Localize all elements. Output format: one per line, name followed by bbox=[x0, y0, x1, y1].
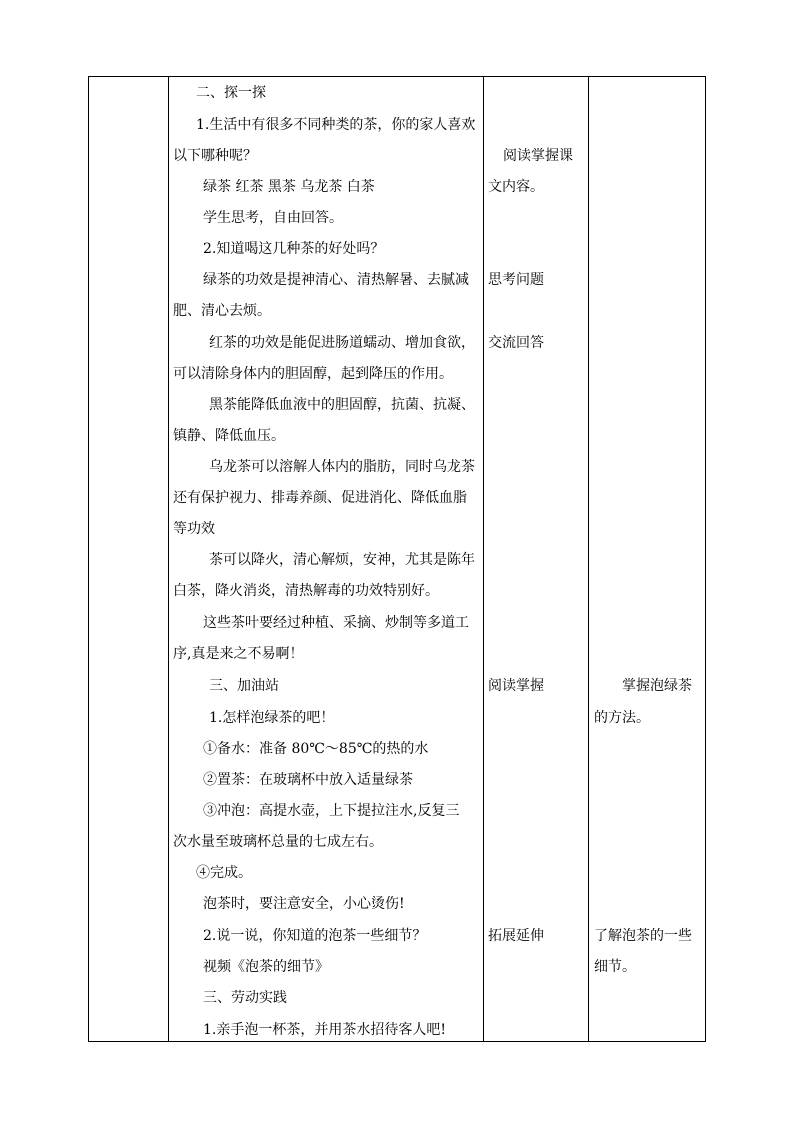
intent-line: 了解泡茶的一些 bbox=[594, 928, 692, 944]
content-line: 肥、清心去烦。 bbox=[173, 303, 271, 319]
content-line: 这些茶叶要经过种植、采摘、炒制等多道工 bbox=[203, 615, 469, 631]
content-line: 2.知道喝这几种茶的好处吗？ bbox=[203, 241, 385, 257]
content-line: 茶可以降火，清心解烦，安神，尤其是陈年 bbox=[209, 552, 475, 568]
column-divider-1 bbox=[168, 77, 169, 1041]
content-line: 序,真是来之不易啊！ bbox=[173, 646, 304, 662]
content-line: 乌龙茶可以溶解人体内的脂肪，同时乌龙茶 bbox=[209, 459, 475, 475]
content-line: 二、探一探 bbox=[196, 85, 266, 101]
column-divider-2 bbox=[483, 77, 484, 1041]
content-line: 等功效 bbox=[173, 521, 215, 537]
activity-line: 阅读掌握 bbox=[488, 678, 544, 694]
content-line: ②置茶：在玻璃杯中放入适量绿茶 bbox=[203, 772, 413, 788]
content-line: 绿茶 红茶 黑茶 乌龙茶 白茶 bbox=[203, 179, 375, 195]
content-line: 绿茶的功效是提神清心、清热解暑、去腻减 bbox=[203, 272, 469, 288]
content-line: 次水量至玻璃杯总量的七成左右。 bbox=[173, 834, 383, 850]
intent-line: 掌握泡绿茶 bbox=[622, 678, 692, 694]
content-line: 黑茶能降低血液中的胆固醇，抗菌、抗凝、 bbox=[209, 397, 475, 413]
content-line: 三、加油站 bbox=[209, 678, 279, 694]
content-line: 白茶，降火消炎，清热解毒的功效特别好。 bbox=[173, 583, 439, 599]
intent-line: 的方法。 bbox=[594, 710, 650, 726]
content-line: ①备水：准备 80℃～85℃的热的水 bbox=[203, 741, 429, 757]
column-divider-3 bbox=[588, 77, 589, 1041]
activity-line: 文内容。 bbox=[488, 179, 544, 195]
activity-line: 阅读掌握课 bbox=[503, 148, 573, 164]
content-line: ④完成。 bbox=[196, 865, 252, 881]
content-line: 以下哪种呢？ bbox=[173, 148, 257, 164]
content-line: 还有保护视力、排毒养颜、促进消化、降低血脂 bbox=[173, 490, 467, 506]
content-line: 2.说一说，你知道的泡茶一些细节？ bbox=[203, 928, 427, 944]
content-line: 1.亲手泡一杯茶，并用茶水招待客人吧! bbox=[203, 1022, 446, 1038]
intent-line: 细节。 bbox=[594, 959, 636, 975]
activity-line: 拓展延伸 bbox=[488, 928, 544, 944]
activity-line: 交流回答 bbox=[488, 335, 544, 351]
content-line: 1.怎样泡绿茶的吧！ bbox=[209, 710, 335, 726]
content-line: 学生思考，自由回答。 bbox=[203, 210, 343, 226]
content-line: 视频《泡茶的细节》 bbox=[203, 959, 329, 975]
content-line: 1.生活中有很多不同种类的茶，你的家人喜欢 bbox=[196, 117, 476, 133]
content-line: 可以清除身体内的胆固醇，起到降压的作用。 bbox=[173, 366, 453, 382]
content-line: 红茶的功效是能促进肠道蠕动、增加食欲， bbox=[209, 335, 475, 351]
content-line: ③冲泡：高提水壶，上下提拉注水,反复三 bbox=[203, 803, 460, 819]
content-line: 三、劳动实践 bbox=[203, 990, 287, 1006]
content-line: 镇静、降低血压。 bbox=[173, 428, 285, 444]
content-line: 泡茶时，要注意安全，小心烫伤! bbox=[203, 896, 405, 912]
activity-line: 思考问题 bbox=[488, 272, 544, 288]
